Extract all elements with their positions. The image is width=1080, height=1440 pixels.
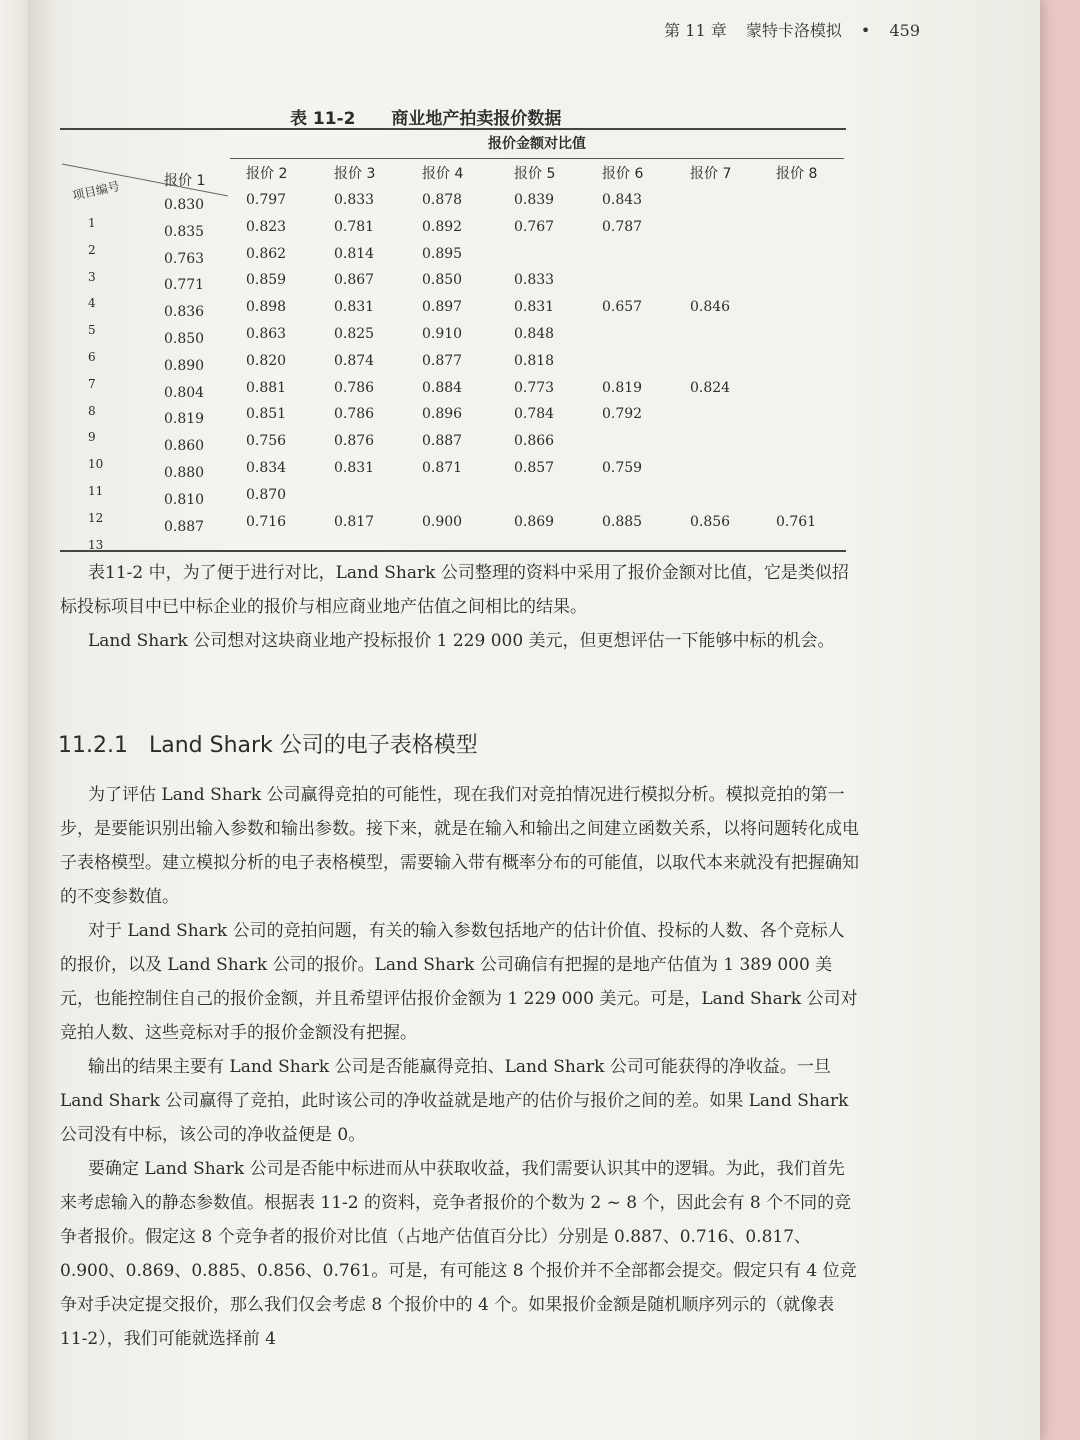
table-cell: 0.857 bbox=[514, 460, 555, 476]
bullet-separator: • bbox=[860, 21, 871, 40]
table-cell: 0.859 bbox=[246, 272, 287, 289]
table-cell: 0.848 bbox=[514, 326, 555, 342]
paragraph: Land Shark 公司想对这块商业地产投标报价 1 229 000 美元，但更想评估一下能够中标的机会。 bbox=[88, 631, 835, 651]
column-header: 报价 4 bbox=[422, 166, 464, 182]
page-number: 459 bbox=[889, 21, 920, 40]
column-header: 报价 8 bbox=[776, 166, 818, 182]
table-cell: 0.867 bbox=[334, 272, 375, 289]
group-header: 报价金额对比值 bbox=[230, 132, 844, 159]
table-cell: 0.884 bbox=[422, 379, 463, 396]
table-cell: 0.825 bbox=[334, 326, 375, 342]
running-header bbox=[650, 18, 920, 41]
paragraph: 对于 Land Shark 公司的竞拍问题，有关的输入参数包括地产的估计价值、投标的人数、各个竞标人的报价，以及 Land Shark 公司的报价。Land Shark 公司确信有把握的是地产估值为 1 389 000 美元，也能控制住自己的报价金额，并且希望评估报价金额为 1 229 000 美元。可是，Land Shark 公司对竞拍人数、这些竞标对手的报价金额没有把握。 bbox=[60, 921, 858, 1043]
row-id: 5 bbox=[88, 323, 96, 338]
row-id: 4 bbox=[88, 296, 96, 311]
table-cell: 0.877 bbox=[422, 352, 463, 369]
table-cell: 0.898 bbox=[246, 299, 287, 316]
row-id: 6 bbox=[88, 350, 96, 364]
table-cell: 0.830 bbox=[164, 197, 205, 213]
row-id: 9 bbox=[88, 430, 96, 445]
table-cell: 0.870 bbox=[246, 486, 287, 503]
table-cell: 0.756 bbox=[246, 433, 287, 450]
table-cell: 0.835 bbox=[164, 223, 205, 240]
row-id: 1 bbox=[88, 216, 96, 230]
table-cell: 0.834 bbox=[246, 460, 287, 476]
row-header-label: 项目编号 bbox=[71, 179, 122, 203]
table-cell: 0.846 bbox=[690, 299, 731, 316]
table-cell: 0.819 bbox=[602, 379, 643, 396]
table-cell: 0.900 bbox=[422, 513, 463, 530]
table-cell: 0.866 bbox=[514, 433, 555, 450]
table-caption bbox=[290, 104, 561, 129]
table-cell: 0.814 bbox=[334, 245, 375, 262]
table-cell: 0.781 bbox=[334, 218, 375, 235]
table-cell: 0.820 bbox=[246, 352, 287, 369]
row-id: 2 bbox=[88, 242, 96, 257]
table-cell: 0.824 bbox=[690, 379, 731, 396]
paragraph: 表11-2 中，为了便于进行对比，Land Shark 公司整理的资料中采用了报价金额对比值，它是类似招标投标项目中已中标企业的报价与相应商业地产估值之间相比的结果。 bbox=[60, 563, 849, 617]
column-header: 报价 6 bbox=[602, 166, 644, 182]
table-cell: 0.897 bbox=[422, 299, 463, 316]
table-cell: 0.761 bbox=[776, 513, 817, 530]
table-cell: 0.887 bbox=[164, 518, 205, 535]
table-number: 表 11-2 bbox=[290, 109, 356, 129]
table-cell: 0.887 bbox=[422, 433, 463, 450]
table-cell: 0.874 bbox=[334, 352, 375, 369]
table-cell: 0.773 bbox=[514, 379, 555, 396]
section-title: Land Shark 公司的电子表格模型 bbox=[148, 733, 478, 758]
column-header: 报价 2 bbox=[246, 166, 288, 182]
table-cell: 0.767 bbox=[514, 218, 555, 235]
body-text bbox=[60, 778, 860, 1356]
table-cell: 0.895 bbox=[422, 245, 463, 262]
table-cell: 0.771 bbox=[164, 277, 205, 294]
paragraph: 要确定 Land Shark 公司是否能中标进而从中获取收益，我们需要认识其中的逻辑。为此，我们首先来考虑输入的静态参数值。根据表 11-2 的资料，竞争者报价的个数为 2 ~ 8 个，因此会有 8 个不同的竞争者报价。假定这 8 个竞争者的报价对比值（占地产估值百分比）分别是 0.887、0.716、0.817、0.900、0.869、0.885、0.856、0.761。可是，有可能这 8 个报价并不全部都会提交。假定只有 4 位竞争对手决定提交报价，那么我们仅会考虑 8 个报价中的 4 个。如果报价金额是随机顺序列示的（就像表 11-2），我们可能就选择前 4 bbox=[60, 1159, 857, 1349]
intro-text bbox=[60, 556, 860, 658]
table-cell: 0.862 bbox=[246, 245, 287, 262]
table-cell: 0.843 bbox=[602, 192, 643, 208]
row-id: 12 bbox=[88, 510, 104, 525]
table-cell: 0.786 bbox=[334, 379, 375, 396]
column-header: 报价 5 bbox=[514, 166, 556, 182]
section-number: 11.2.1 bbox=[58, 733, 128, 758]
table-cell: 0.797 bbox=[246, 192, 287, 208]
table-cell: 0.878 bbox=[422, 192, 463, 208]
table-cell: 0.792 bbox=[602, 406, 643, 423]
table-cell: 0.876 bbox=[334, 433, 375, 450]
row-id: 3 bbox=[88, 269, 96, 284]
table-cell: 0.759 bbox=[602, 460, 643, 476]
table-cell: 0.831 bbox=[514, 299, 555, 316]
column-header: 报价 1 bbox=[164, 173, 206, 189]
table-cell: 0.850 bbox=[422, 272, 463, 289]
table-cell: 0.818 bbox=[514, 352, 555, 369]
table-cell: 0.819 bbox=[164, 411, 205, 428]
table-cell: 0.833 bbox=[334, 192, 375, 208]
table-cell: 0.817 bbox=[334, 513, 375, 530]
table-cell: 0.871 bbox=[422, 460, 463, 476]
table-cell: 0.784 bbox=[514, 406, 555, 423]
paragraph: 为了评估 Land Shark 公司赢得竞拍的可能性，现在我们对竞拍情况进行模拟分析。模拟竞拍的第一步，是要能识别出输入参数和输出参数。接下来，就是在输入和输出之间建立函数关系，以将问题转化成电子表格模型。建立模拟分析的电子表格模型，需要输入带有概率分布的可能值，以取代本来就没有把握确知的不变参数值。 bbox=[60, 785, 859, 907]
table-cell: 0.896 bbox=[422, 406, 463, 423]
table-cell: 0.836 bbox=[164, 304, 205, 321]
table-cell: 0.880 bbox=[164, 465, 205, 481]
table-cell: 0.892 bbox=[422, 218, 463, 235]
table-cell: 0.787 bbox=[602, 218, 643, 235]
section-heading bbox=[58, 728, 478, 759]
table-cell: 0.885 bbox=[602, 513, 643, 530]
table-cell: 0.856 bbox=[690, 513, 731, 530]
column-header: 报价 7 bbox=[690, 166, 732, 182]
table-cell: 0.831 bbox=[334, 460, 375, 476]
table-cell: 0.810 bbox=[164, 491, 205, 508]
column-header: 报价 3 bbox=[334, 166, 376, 182]
table-cell: 0.823 bbox=[246, 218, 287, 235]
table-cell: 0.910 bbox=[422, 326, 463, 342]
table-cell: 0.831 bbox=[334, 299, 375, 316]
table-cell: 0.804 bbox=[164, 384, 205, 401]
table-cell: 0.850 bbox=[164, 331, 205, 347]
table-cell: 0.863 bbox=[246, 326, 287, 342]
table-cell: 0.763 bbox=[164, 250, 205, 267]
table-cell: 0.860 bbox=[164, 438, 205, 455]
table-cell: 0.657 bbox=[602, 299, 643, 316]
table-cell: 0.890 bbox=[164, 357, 205, 374]
table-cell: 0.833 bbox=[514, 272, 555, 289]
chapter-title: 蒙特卡洛模拟 bbox=[745, 21, 842, 40]
table-cell: 0.786 bbox=[334, 406, 375, 423]
row-id: 13 bbox=[88, 537, 104, 552]
table-cell: 0.716 bbox=[246, 513, 287, 530]
table-cell: 0.869 bbox=[514, 513, 555, 530]
table-cell: 0.881 bbox=[246, 379, 287, 396]
row-id: 11 bbox=[88, 484, 104, 498]
paragraph: 输出的结果主要有 Land Shark 公司是否能赢得竞拍、Land Shark 公司可能获得的净收益。一旦 Land Shark 公司赢得了竞拍，此时该公司的净收益就是地产的估价与报价之间的差。如果 Land Shark 公司没有中标，该公司的净收益便是 0。 bbox=[60, 1057, 849, 1145]
row-id: 7 bbox=[88, 376, 96, 391]
row-id: 8 bbox=[88, 403, 96, 418]
row-id: 10 bbox=[88, 457, 104, 472]
table-cell: 0.839 bbox=[514, 192, 555, 208]
table-title: 商业地产拍卖报价数据 bbox=[391, 109, 562, 129]
bid-data-table bbox=[60, 128, 846, 552]
chapter-number: 第 11 章 bbox=[664, 21, 727, 40]
table-cell: 0.851 bbox=[246, 406, 287, 423]
